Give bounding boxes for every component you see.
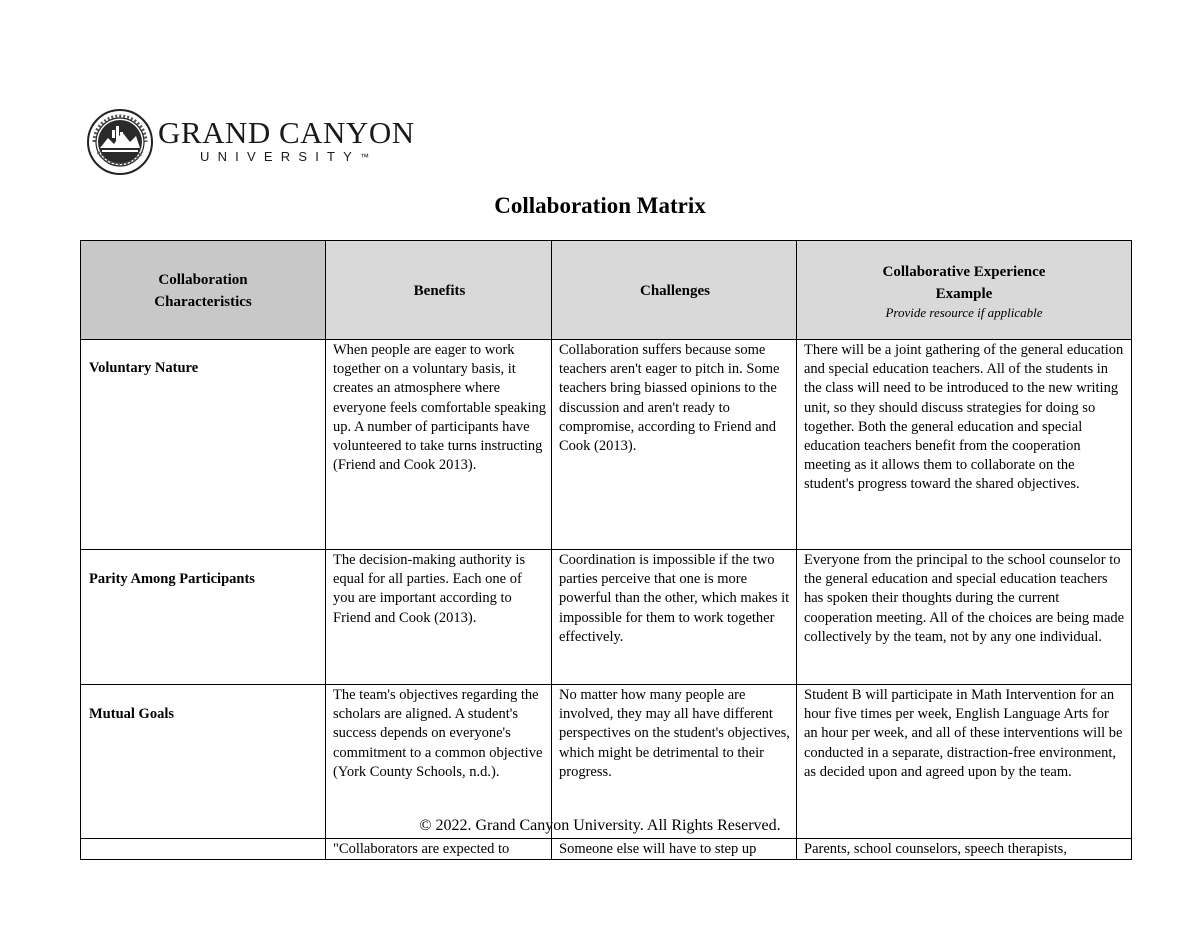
row-example: There will be a joint gathering of the general education and special education teachers. All of the students in the class will need to be introduced to the new writing unit, so they should discuss strategies for doing so together. Both the general education and special education teachers benefit from the cooperation meeting as it allows them to collaborate on the student's progress toward the shared objectives. [797, 340, 1132, 550]
header-example: Collaborative Experience Example Provide resource if applicable [797, 241, 1132, 340]
university-seal-icon [86, 108, 154, 176]
row-challenges: Coordination is impossible if the two parties perceive that one is more powerful than the other, which makes it impossible for them to work together effectively. [552, 550, 797, 685]
table-row [81, 839, 1132, 860]
header-characteristics: Collaboration Characteristics [81, 241, 326, 340]
row-challenges: No matter how many people are involved, they may all have different perspectives on the student's objectives, which might be detrimental to their progress. [552, 685, 797, 839]
row-characteristic: Mutual Goals [81, 685, 326, 839]
row-example: Student B will participate in Math Intervention for an hour five times per week, English Language Arts for an hour per week, and all of these interventions will be conducted in a separate, distraction-free environment, as decided upon and agreed upon by the team. [797, 685, 1132, 839]
table-row [81, 685, 1132, 839]
document-title: Collaboration Matrix [494, 193, 706, 218]
row-benefits: "Collaborators are expected to [326, 839, 552, 860]
table-row [81, 550, 1132, 685]
header-challenges: Challenges [552, 241, 797, 340]
university-logo [86, 108, 415, 176]
row-benefits: The decision-making authority is equal for all parties. Each one of you are important according to Friend and Cook (2013). [326, 550, 552, 685]
header-benefits: Benefits [326, 241, 552, 340]
row-characteristic: Voluntary Nature [81, 340, 326, 550]
logo-wordmark-line1: GRAND CANYON [158, 115, 415, 150]
header-row [81, 241, 1132, 340]
header-example-hint: Provide resource if applicable [885, 304, 1043, 320]
row-challenges: Someone else will have to step up [552, 839, 797, 860]
row-challenges: Collaboration suffers because some teachers aren't eager to pitch in. Some teachers bring biassed opinions to the discussion and aren't ready to compromise, according to Friend and Cook (2013). [552, 340, 797, 550]
row-benefits: When people are eager to work together on a voluntary basis, it creates an atmosphere where everyone feels comfortable speaking up. A number of participants have volunteered to take turns instructing (Friend and Cook 2013). [326, 340, 552, 550]
row-characteristic: Parity Among Participants [81, 550, 326, 685]
logo-wordmark-line2: UNIVERSITY™ [200, 149, 370, 164]
row-benefits: The team's objectives regarding the scholars are aligned. A student's success depends on everyone's commitment to a common objective (York County Schools, n.d.). [326, 685, 552, 839]
table-row [81, 340, 1132, 550]
row-example: Everyone from the principal to the school counselor to the general education and special education teachers has spoken their thoughts during the current cooperation meeting. All of the choices are being made collectively by the team, not by any one individual. [797, 550, 1132, 685]
copyright-footer: © 2022. Grand Canyon University. All Rights Reserved. [419, 817, 781, 834]
row-example: Parents, school counselors, speech therapists, [797, 839, 1132, 860]
matrix-table [80, 240, 1132, 860]
row-characteristic [81, 839, 326, 860]
